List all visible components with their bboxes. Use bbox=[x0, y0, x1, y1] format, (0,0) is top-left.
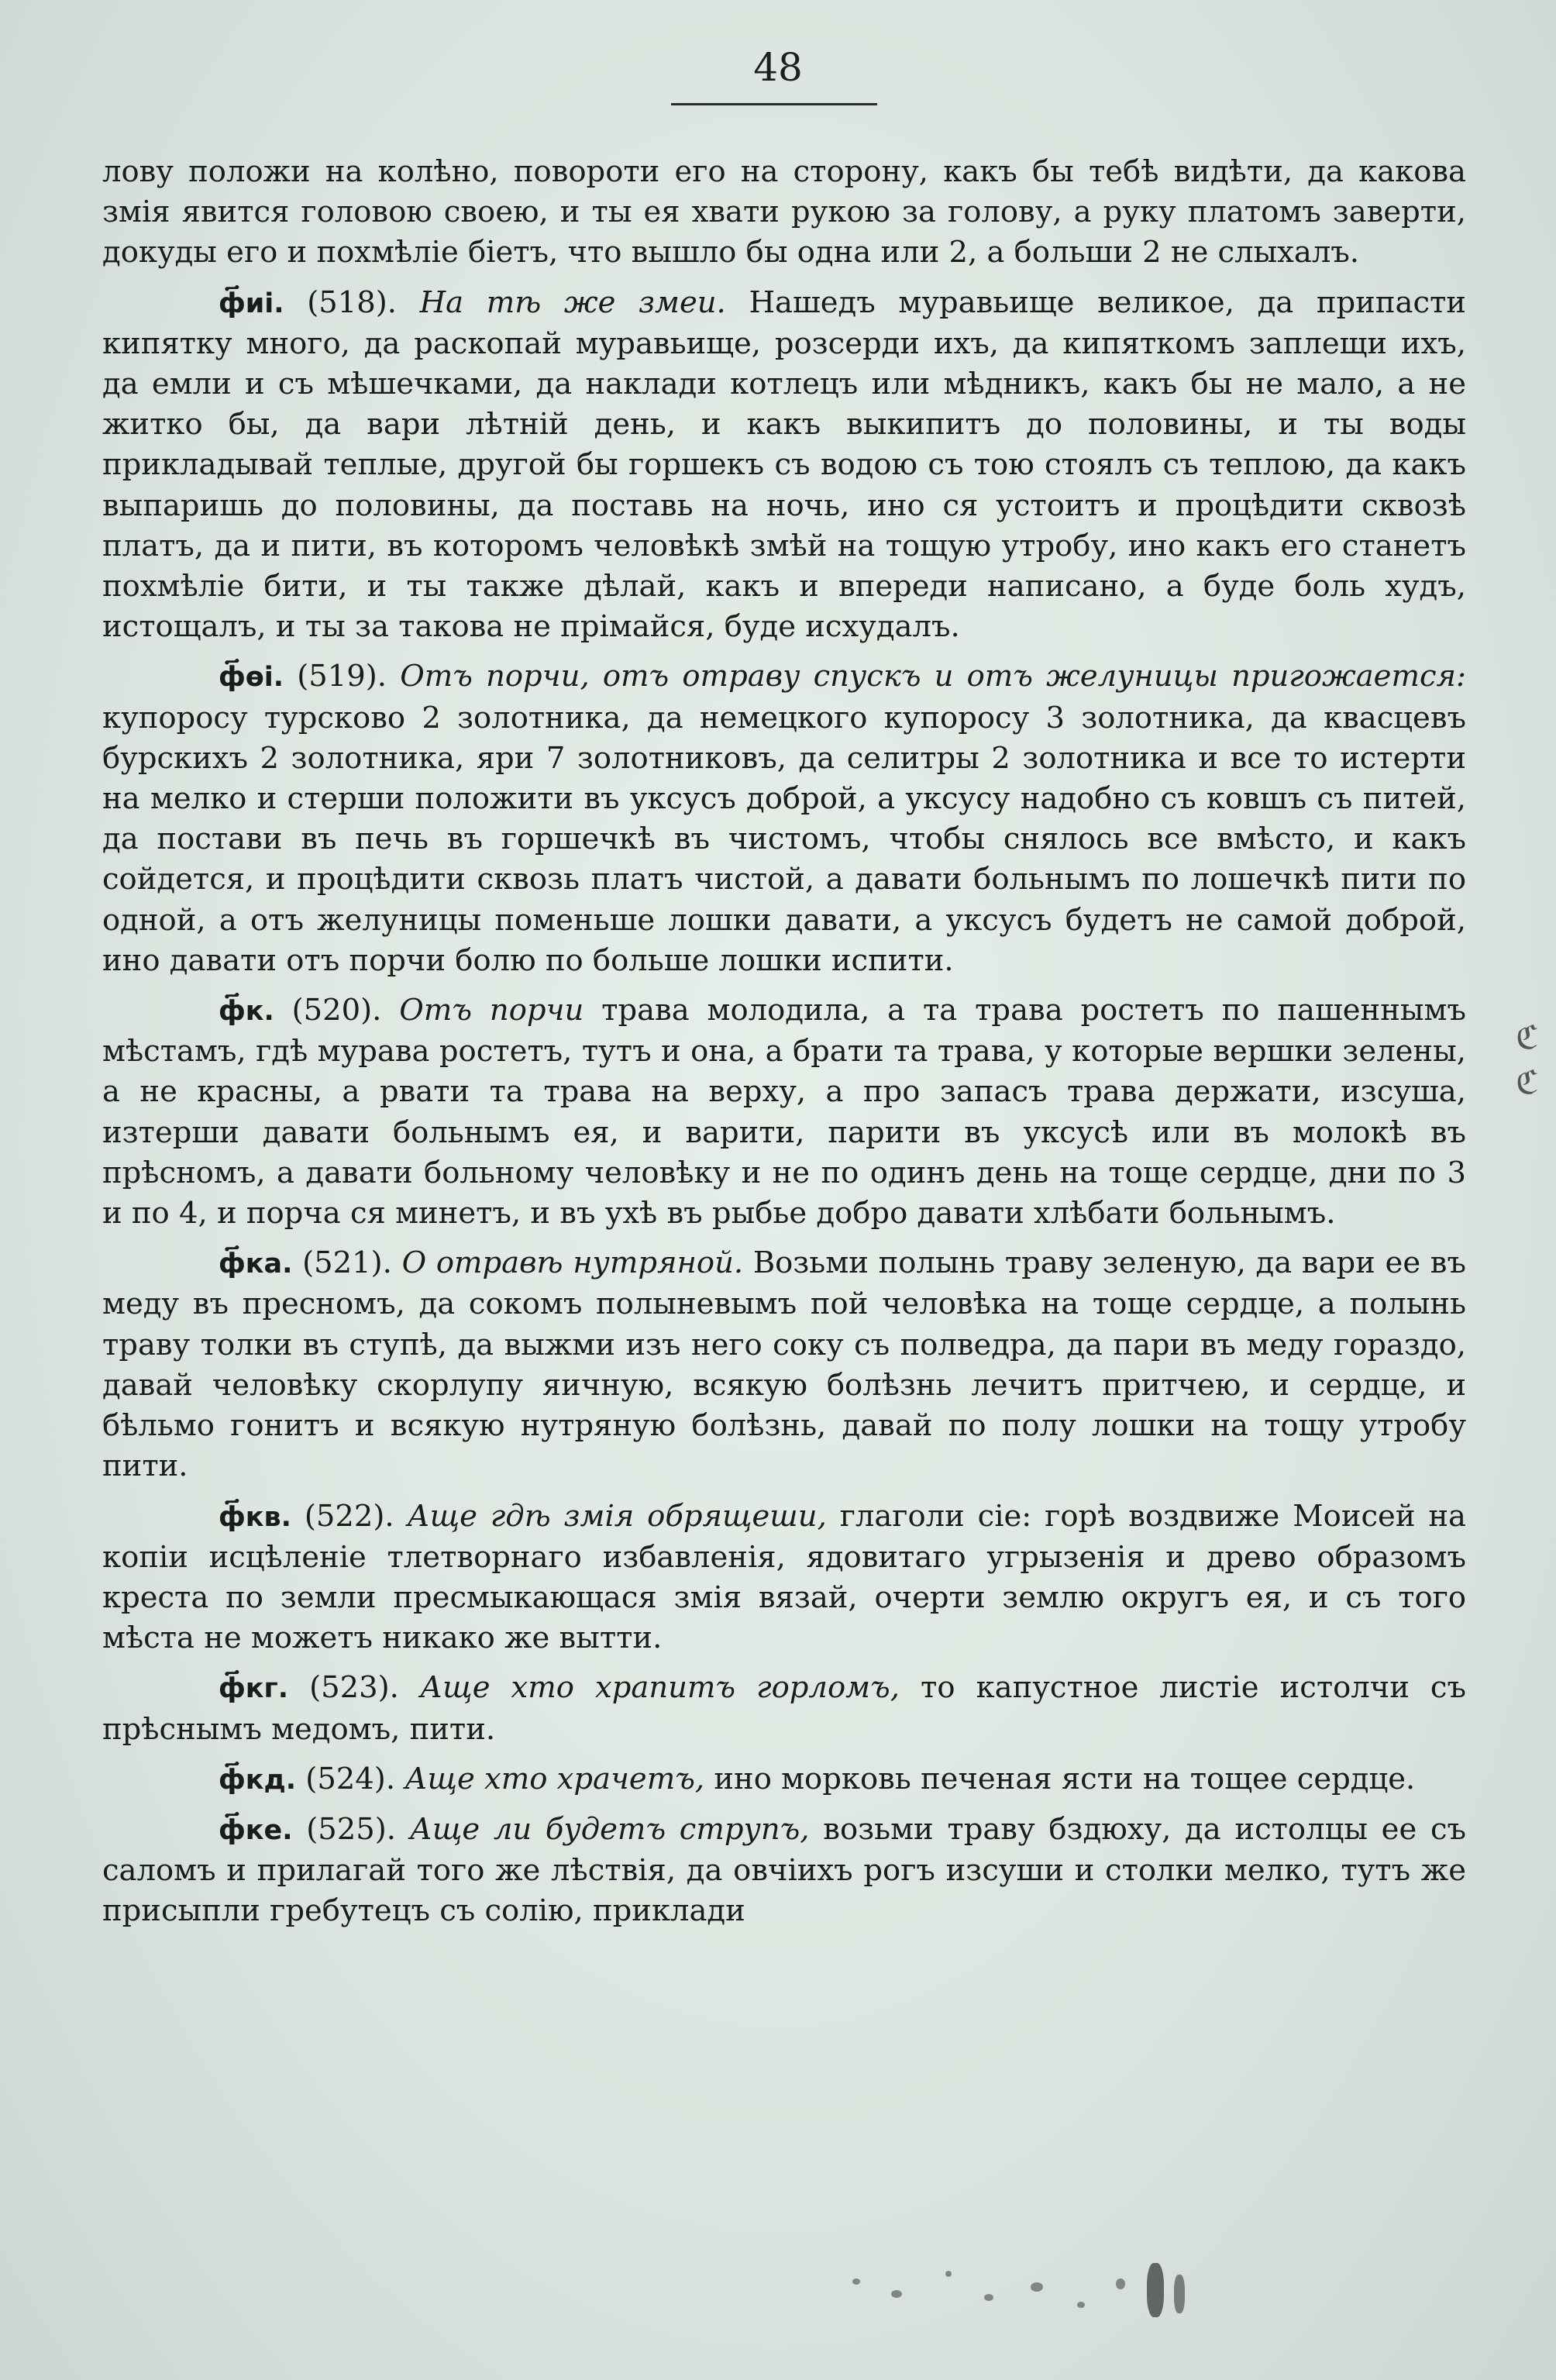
section-title: Отъ порчи, отъ отраву спускъ и отъ желуницы пригожается: bbox=[400, 659, 1466, 694]
section-numeral: ф҃ка. bbox=[219, 1249, 293, 1280]
section-title: Аще хто храчетъ, bbox=[404, 1761, 705, 1796]
paragraph-text: возьми траву бздюху, да истолцы ее съ саломъ и прилагай того же лѣствія, да овчіихъ рогъ изсуши и столки мелко, тутъ же присыпли гребутецъ съ солію, приклади bbox=[102, 1811, 1467, 1929]
paragraph-continuation bbox=[102, 152, 1466, 274]
page-number: 48 bbox=[753, 45, 803, 90]
paragraph-text: трава молодила, а та трава ростетъ по пашеннымъ мѣстамъ, гдѣ мурава ростетъ, тутъ и она, а брати та трава, у которые вершки зелены, а не красны, а рвати та трава на верху, а про запасъ трава держати, изсуша, изтерши давати больнымъ ея, и варити, парити въ уксусѣ или въ молокѣ въ прѣсномъ, а давати больному человѣку и не по одинъ день на тоще сердце, дни по 3 и по 4, и порча ся минетъ, и въ ухѣ въ рыбье добро давати хлѣбати больнымъ. bbox=[102, 993, 1466, 1231]
section-numeral: ф҃ѳі. bbox=[219, 662, 284, 694]
section-title: Отъ порчи bbox=[399, 993, 584, 1028]
paragraph-518 bbox=[102, 283, 1466, 648]
section-title: Аще хто храпитъ горломъ, bbox=[420, 1670, 900, 1706]
paragraph-522 bbox=[102, 1497, 1466, 1659]
margin-mark: ℭ ℭ bbox=[1516, 1018, 1539, 1101]
paragraph-text: Нашедъ муравьище великое, да припасти кипятку много, да раскопай муравьище, розсерди ихъ, да кипяткомъ заплещи ихъ, да емли и съ мѣшечками, да наклади котлецъ или мѣдникъ, какъ бы не мало, а не житко бы, да вари лѣтній день, и какъ выкипитъ до половины, и ты воды прикладывай теплые, другой бы горшекъ съ водою съ тою стоялъ съ теплою, да какъ выпаришь до половины, да поставь на ночь, ино ся устоитъ и процѣдити сквозѣ платъ, да и пити, въ которомъ человѣкѣ змѣй на тощую утробу, ино какъ его станетъ похмѣліе бити, и ты также дѣлай, какъ и впереди написано, а буде боль худъ, истощалъ, и ты за такова не прімайся, буде исхудалъ. bbox=[102, 284, 1466, 645]
section-title: О отравѣ нутряной. bbox=[401, 1245, 744, 1281]
paragraph-525 bbox=[102, 1810, 1466, 1932]
paragraph-text: ино морковь печеная ясти на тощее сердце. bbox=[714, 1761, 1416, 1796]
section-numeral: ф҃к. bbox=[219, 996, 274, 1028]
section-title: На тѣ же змеи. bbox=[419, 284, 726, 320]
ink-specks bbox=[821, 2247, 1224, 2340]
page-text bbox=[102, 152, 1466, 1941]
section-ref: (523). bbox=[309, 1670, 399, 1706]
section-title: Аще ли будетъ струпъ, bbox=[409, 1811, 810, 1847]
section-ref: (520). bbox=[291, 993, 382, 1028]
section-ref: (524). bbox=[305, 1761, 396, 1796]
section-numeral: ф҃кд. bbox=[219, 1764, 297, 1796]
section-ref: (521). bbox=[302, 1245, 392, 1281]
section-numeral: ф҃иі. bbox=[219, 288, 284, 319]
paragraph-text: глаголи сіе: горѣ воздвиже Моисей на копіи исцѣленіе тлетворнаго избавленія, ядовитаго угрызенія и древо образомъ креста по земли пресмыкающася змія вязай, очерти землю округъ ея, и съ того мѣста не можетъ никако же вытти. bbox=[102, 1498, 1466, 1656]
paragraph-text: Возьми полынь траву зеленую, да вари ее въ меду въ пресномъ, да сокомъ полыневымъ пой человѣка на тоще сердце, а полынь траву толки въ ступѣ, да выжми изъ него соку съ полведра, да пари въ меду гораздо, давай человѣку скорлупу яичную, всякую болѣзнь лечитъ притчею, и сердце, и бѣльмо гонитъ и всякую нутряную болѣзнь, давай по полу лошки на тощу утробу пити. bbox=[102, 1245, 1466, 1484]
paragraph-text: то капустное листіе истолчи съ прѣснымъ медомъ, пити. bbox=[102, 1670, 1466, 1747]
section-ref: (522). bbox=[304, 1498, 394, 1534]
paragraph-text: лову положи на колѣно, повороти его на сторону, какъ бы тебѣ видѣти, да какова змія явится головою своею, и ты ея хвати рукою за голову, а руку платомъ заверти, докуды его и похмѣліе біетъ, что вышло бы одна или 2, а больши 2 не слыхалъ. bbox=[102, 154, 1466, 270]
header-rule bbox=[671, 103, 877, 105]
section-ref: (518). bbox=[307, 284, 397, 320]
section-numeral: ф҃кв. bbox=[219, 1501, 291, 1533]
paragraph-524 bbox=[102, 1759, 1466, 1800]
section-numeral: ф҃ке. bbox=[219, 1814, 293, 1846]
section-title: Аще гдѣ змія обрящеши, bbox=[407, 1498, 827, 1534]
section-ref: (519). bbox=[297, 659, 387, 694]
paragraph-text: купоросу турсково 2 золотника, да немецкого купоросу 3 золотника, да квасцевъ бурскихъ 2 золотника, яри 7 золотниковъ, да селитры 2 золотника и все то истерти на мелко и стерши положити въ уксусъ доброй, а уксусу надобно съ ковшъ съ питей, да постави въ печь въ горшечкѣ въ чистомъ, чтобы снялось все вмѣсто, и какъ сойдется, и процѣдити сквозь платъ чистой, а давати больнымъ по лошечкѣ пити по одной, а отъ желуницы поменьше лошки давати, а уксусъ будетъ не самой доброй, ино давати отъ порчи болю по больше лошки испити. bbox=[102, 700, 1466, 978]
paragraph-521 bbox=[102, 1243, 1466, 1486]
paragraph-520 bbox=[102, 990, 1466, 1234]
section-numeral: ф҃кг. bbox=[219, 1673, 289, 1705]
paragraph-519 bbox=[102, 656, 1466, 981]
paragraph-523 bbox=[102, 1668, 1466, 1749]
section-ref: (525). bbox=[306, 1811, 396, 1847]
